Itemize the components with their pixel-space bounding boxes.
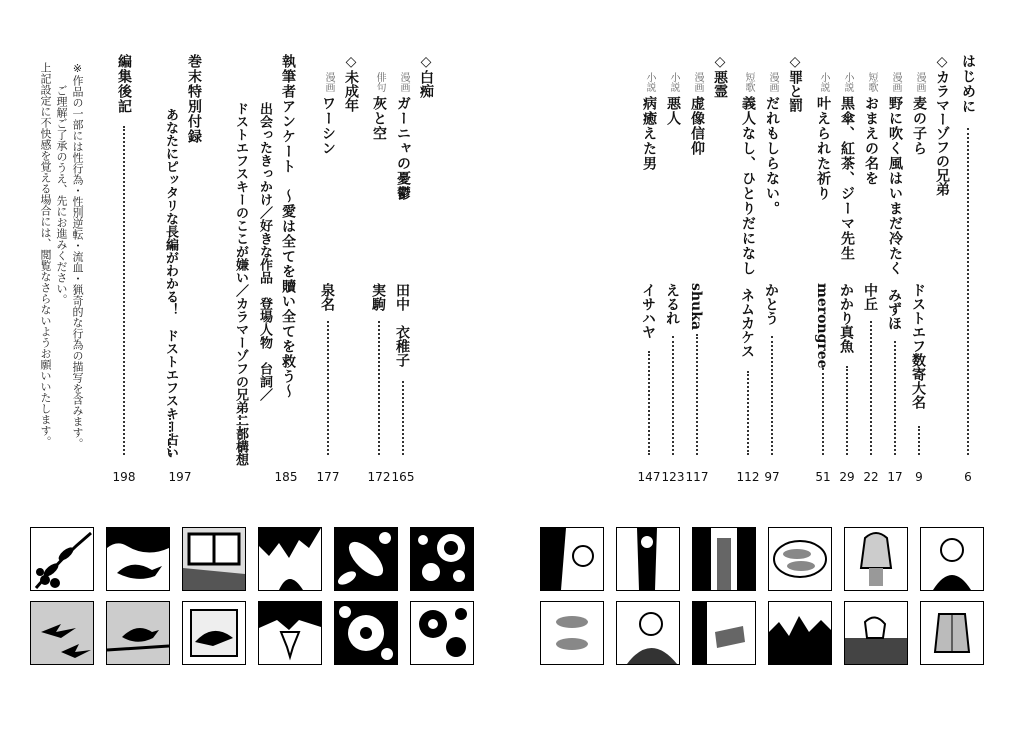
genre-label: 漫画 — [767, 72, 778, 92]
illustration-grid-left — [30, 527, 472, 663]
dotted-leader — [696, 334, 698, 456]
toc-entry-intro[interactable] — [960, 54, 976, 114]
genre-label: 小説 — [818, 72, 829, 92]
section-heading-text: ◇罪と罰 — [787, 54, 803, 112]
section-heading — [418, 54, 434, 98]
toc-title: 野に吹く風はいまだ冷たく — [887, 96, 903, 276]
toc-author: 泉名 — [319, 283, 335, 311]
toc-entry[interactable] — [911, 72, 927, 156]
genre-label: 漫画 — [398, 72, 409, 92]
illustration-tile-bushes — [768, 601, 832, 665]
dotted-leader — [894, 341, 896, 455]
page-number: 97 — [764, 470, 780, 484]
illustration-tile-woman-standing — [616, 527, 680, 591]
toc-entry[interactable] — [815, 72, 831, 201]
toc-entry[interactable] — [764, 72, 780, 216]
illustration-tile-samovar-2 — [920, 601, 984, 665]
page-number: 9 — [915, 470, 923, 484]
toc-author: 中丘 — [862, 283, 878, 311]
toc-entry-extra[interactable] — [116, 54, 132, 114]
genre-label: 小説 — [644, 72, 655, 92]
page-number: 22 — [863, 470, 879, 484]
page-number: 172 — [367, 470, 391, 484]
toc-title: 黒傘、紅茶、ジーマ先生 — [839, 96, 855, 261]
illustration-tile-fish-plate — [768, 527, 832, 591]
illustration-tile-leaf-pattern — [334, 527, 398, 591]
toc-entry[interactable] — [740, 72, 756, 276]
dotted-leader — [672, 336, 674, 455]
toc-entry[interactable] — [887, 72, 903, 276]
illustration-tile-goblet-foliage — [258, 601, 322, 665]
toc-subtitle — [256, 102, 272, 401]
notice-line: ご理解ご了承のうえ、先にお進みください。 — [55, 74, 68, 305]
toc-author: えるれ — [664, 283, 680, 325]
illustration-tile-foliage — [258, 527, 322, 591]
genre-label: 漫画 — [692, 72, 703, 92]
dotted-leader — [771, 336, 773, 455]
toc-author: merongree — [814, 283, 830, 369]
toc-entry[interactable] — [665, 72, 681, 126]
genre-label: 短歌 — [866, 72, 877, 92]
illustration-tile-figure-curtain — [692, 527, 756, 591]
illustration-tile-floral-dots — [410, 527, 474, 591]
toc-title: 執筆者アンケート ～愛は全てを贖い全てを救う～ — [280, 54, 296, 399]
page-number: 123 — [661, 470, 685, 484]
page-number: 51 — [815, 470, 831, 484]
page-number: 117 — [685, 470, 709, 484]
dotted-leader — [870, 321, 872, 455]
illustration-tile-hand-table — [844, 601, 908, 665]
genre-label: 小説 — [842, 72, 853, 92]
toc-author: shuka — [688, 283, 704, 331]
page-number: 165 — [391, 470, 415, 484]
section-heading-text: ◇悪霊 — [712, 54, 728, 98]
toc-title: 義人なし、ひとりだになし — [740, 96, 756, 276]
toc-entry[interactable] — [371, 72, 387, 141]
toc-author: かとう — [763, 283, 779, 325]
toc-entry[interactable] — [839, 72, 855, 261]
section-heading-text: ◇白痴 — [418, 54, 434, 98]
toc-title: ガーニャの憂鬱 — [395, 96, 411, 201]
genre-label: 漫画 — [323, 72, 334, 92]
toc-author: 実駒 — [370, 283, 386, 311]
dotted-leader — [123, 126, 125, 455]
toc-entry[interactable] — [641, 72, 657, 171]
dotted-leader — [648, 351, 650, 455]
page-number: 197 — [168, 470, 192, 484]
illustration-tile-crows-flying — [30, 601, 94, 665]
illustration-tile-man-portrait — [616, 601, 680, 665]
genre-label: 漫画 — [914, 72, 925, 92]
dotted-leader — [846, 366, 848, 455]
toc-title: 虚像信仰 — [689, 96, 705, 156]
toc-title: はじめに — [960, 54, 976, 114]
illustration-grid-right — [540, 527, 982, 663]
dotted-leader — [402, 381, 404, 455]
section-heading-text: ◇カラマーゾフの兄弟 — [934, 54, 950, 196]
illustration-tile-bread-figure — [692, 601, 756, 665]
toc-author: ネムカケス — [739, 288, 755, 358]
illustration-tile-flower-pattern — [334, 601, 398, 665]
toc-title: 編集後記 — [116, 54, 132, 114]
toc-title: だれもしらない。 — [764, 96, 780, 216]
dotted-leader — [967, 128, 969, 455]
toc-subtitle — [162, 108, 178, 459]
section-heading — [934, 54, 950, 196]
toc-subtitle-text: ドストエフスキーのここが嫌い／カラマーゾフの兄弟二部構想 — [233, 102, 248, 466]
toc-author: 田中 衣稚子 — [394, 283, 410, 367]
illustration-tile-woman-portrait — [920, 527, 984, 591]
illustration-tile-window-scene — [182, 527, 246, 591]
dotted-leader — [239, 415, 241, 455]
illustration-tile-samovar-teapot — [844, 527, 908, 591]
section-heading — [343, 54, 359, 112]
dotted-leader — [378, 321, 380, 455]
page-number: 177 — [316, 470, 340, 484]
genre-label: 漫画 — [890, 72, 901, 92]
toc-entry-extra[interactable] — [280, 54, 296, 399]
page-number: 112 — [736, 470, 760, 484]
toc-entry[interactable] — [689, 72, 705, 156]
section-heading — [712, 54, 728, 98]
toc-title: 病癒えた男 — [641, 96, 657, 171]
toc-title: 麦の子ら — [911, 96, 927, 156]
illustration-tile-fish-plate-2 — [540, 601, 604, 665]
toc-entry-extra[interactable] — [186, 54, 202, 144]
toc-title: ワーシン — [320, 96, 336, 156]
toc-author: みずほ — [886, 288, 902, 330]
dotted-leader — [327, 321, 329, 455]
toc-title: 叶えられた祈り — [815, 96, 831, 201]
dotted-leader — [918, 426, 920, 455]
toc-title: おまえの名を — [863, 96, 879, 186]
toc-title: 巻末特別付録 — [186, 54, 202, 144]
illustration-tile-man-profile — [540, 527, 604, 591]
page-number: 29 — [839, 470, 855, 484]
toc-entry[interactable] — [320, 72, 336, 156]
dotted-leader — [822, 368, 824, 456]
page-number: 198 — [112, 470, 136, 484]
illustration-tile-crow-window — [182, 601, 246, 665]
toc-author: イサハヤ — [640, 283, 656, 339]
toc-subtitle — [232, 102, 248, 466]
page-number: 185 — [274, 470, 298, 484]
toc-subtitle-text: あなたにピッタリな長編がわかる！ ドストエフスキー占い — [163, 108, 178, 459]
section-heading-text: ◇未成年 — [343, 54, 359, 112]
genre-label: 短歌 — [743, 72, 754, 92]
illustration-tile-flower-pattern-2 — [410, 601, 474, 665]
illustration-tile-bird-branch — [106, 527, 170, 591]
dotted-leader — [169, 415, 171, 455]
notice-line: ※作品の一部には性行為・性別逆転・流血・猟奇的な行為の描写を含みます。 — [71, 62, 84, 449]
page-number: 17 — [887, 470, 903, 484]
illustration-tile-leaf-berries — [30, 527, 94, 591]
toc-author: かかり真魚 — [838, 283, 854, 353]
toc-author: ドストエフ数寄大名 — [910, 283, 926, 409]
toc-entry[interactable] — [863, 72, 879, 186]
toc-title: 灰と空 — [371, 96, 387, 141]
illustration-tile-crow-perched — [106, 601, 170, 665]
page-number: 147 — [637, 470, 661, 484]
notice-line: 上記設定に不快感を覚える場合には、閲覧なさらないようお願いいたします。 — [39, 62, 52, 447]
toc-entry[interactable] — [395, 72, 411, 201]
page-number: 6 — [964, 470, 972, 484]
genre-label: 俳句 — [374, 72, 385, 92]
toc-title: 悪人 — [665, 96, 681, 126]
section-heading — [787, 54, 803, 112]
dotted-leader — [747, 371, 749, 455]
toc-subtitle-text: 出会ったきっかけ／好きな作品 登場人物 台詞／ — [257, 102, 272, 401]
genre-label: 小説 — [668, 72, 679, 92]
